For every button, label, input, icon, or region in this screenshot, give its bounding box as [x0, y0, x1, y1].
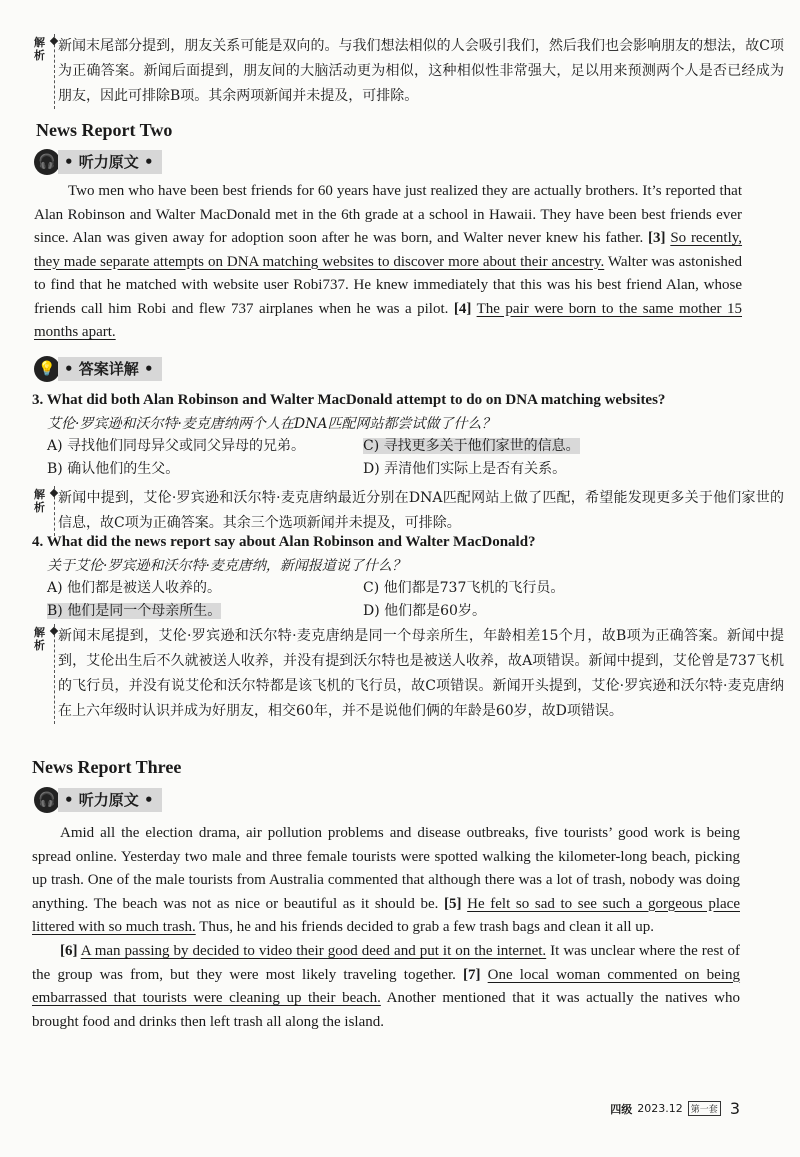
options — [32, 577, 762, 623]
option-a: A) 寻找他们同母异父或同父异母的兄弟。 — [47, 438, 306, 454]
exam-date: 2023.12 — [637, 1102, 683, 1115]
lightbulb-icon: 💡 — [34, 356, 60, 382]
headphones-icon: 🎧 — [34, 787, 60, 813]
answers-badge — [34, 356, 162, 382]
listening-badge — [34, 149, 162, 175]
question-4 — [32, 534, 762, 623]
explanation-bar-icon — [54, 34, 55, 109]
transcript-text: It was unclear where the rest of the group was from, but they were most likely traveling together. — [32, 943, 740, 983]
question-marker: [5] — [444, 895, 462, 912]
key-sentence: So recently, they made separate attempts on DNA matching websites to discover more about their ancestry. — [34, 230, 743, 270]
option-c — [363, 435, 743, 458]
option-b: B) 确认他们的生父。 — [47, 461, 180, 477]
key-sentence: One local woman commented on being embarrassed that tourists were cleaning up their beach. — [32, 966, 741, 1006]
question-marker: [7] — [463, 966, 481, 983]
listening-badge — [34, 787, 162, 813]
explanation-tag: 解析 — [34, 488, 45, 514]
explanation-tag: 解析 — [34, 36, 45, 62]
explanation-block — [34, 624, 784, 724]
question-translation: 关于艾伦·罗宾逊和沃尔特·麦克唐纳，新闻报道说了什么？ — [47, 558, 406, 574]
explanation-bar-icon — [54, 486, 55, 536]
question-translation: 艾伦·罗宾逊和沃尔特·麦克唐纳两个人在DNA匹配网站都尝试做了什么？ — [47, 416, 496, 432]
option-b — [47, 600, 363, 623]
transcript-text: Thus, he and his friends decided to grab a few trash bags and clean it all up. — [195, 919, 655, 935]
option-a: A) 他们都是被送人收养的。 — [47, 580, 222, 596]
key-sentence: A man passing by decided to video their good deed and put it on the internet. — [80, 943, 547, 959]
explanation-bar-icon — [54, 624, 55, 724]
page-number: 3 — [729, 1099, 740, 1118]
question-text: 3. What did both Alan Robinson and Walter MacDonald attempt to do on DNA matching websites? — [32, 392, 666, 408]
question-text: 4. What did the news report say about Alan Robinson and Walter MacDonald? — [32, 534, 536, 550]
explanation-text: 新闻末尾提到，艾伦·罗宾逊和沃尔特·麦克唐纳是同一个母亲所生，年龄相差15个月，故B项为正确答案。新闻中提到，艾伦出生后不久就被送人收养，并没有提到沃尔特也是被送人收养，故A项错误。新闻中提到，艾伦曾是737飞机的飞行员，并没有说艾伦和沃尔特都是该飞机的飞行员，故C项错误。新闻开头提到，艾伦·罗宾逊和沃尔特·麦克唐纳在上六年级时认识并成为好朋友，相交60年，并不是说他们俩的年龄是60岁，故D项错误。 — [58, 628, 784, 719]
transcript-paragraph — [34, 180, 742, 345]
transcript-text: Amid all the election drama, air pollution problems and disease outbreaks, five tourists’ good work is being spread online. Yesterday two male and three female tourists were spotted walking the kilometer-long beach, picking up trash. One of the male tourists from Australia commented that although there was a lot of trash, nobody was doing anything. The beach was not as nice or beautiful as it should be. — [32, 825, 740, 912]
explanation-text: 新闻中提到，艾伦·罗宾逊和沃尔特·麦克唐纳最近分别在DNA匹配网站上做了匹配，希望能发现更多关于他们家世的信息，故C项为正确答案。其余三个选项新闻并未提及，可排除。 — [58, 490, 784, 531]
question-marker: [4] — [453, 300, 472, 317]
key-sentence: He felt so sad to see such a gorgeous place littered with so much trash. — [32, 895, 740, 935]
explanation-block — [34, 486, 784, 536]
options — [32, 435, 762, 481]
explanation-text: 新闻末尾部分提到，朋友关系可能是双向的。与我们想法相似的人会吸引我们，然后我们也会影响朋友的想法，故C项为正确答案。新闻后面提到，朋友间的大脑活动更为相似，这种相似性非常强大，足以用来预测两个人是否已经成为朋友，因此可排除B项。其余两项新闻并未提及，可排除。 — [58, 38, 784, 104]
transcript-text: Two men who have been best friends for 60 years have just realized they are actually brothers. It’s reported that Alan Robinson and Walter MacDonald met in the 6th grade at a school in Hawaii. They have been best friends ever since. Alan was given away for adoption soon after he was born, and Walter never knew his father. — [34, 183, 742, 246]
option-c: C) 他们都是737飞机的飞行员。 — [363, 580, 565, 596]
explanation-tag: 解析 — [34, 626, 45, 652]
exam-level: 四级 — [610, 1102, 633, 1116]
option-d: D) 弄清他们实际上是否有关系。 — [363, 461, 567, 477]
transcript-text: Another mentioned that it was actually the natives who brought food and drinks then left trash all along the island. — [32, 990, 740, 1030]
question-marker: [3] — [648, 230, 666, 246]
transcript-text: Walter was astonished to find that he matched with website user Robi737. He knew immediately that this was his best friend Alan, whose friends call him Robi and flew 737 airplanes when he was a pilot. — [34, 253, 742, 317]
page-footer — [610, 1099, 740, 1118]
explanation-block — [34, 34, 784, 109]
badge-label: • 听力原文 • — [58, 150, 162, 174]
question-3 — [32, 392, 762, 481]
exam-set: 第一套 — [688, 1101, 721, 1116]
correct-option: B) 他们是同一个母亲所生。 — [47, 603, 222, 619]
transcript-paragraph — [32, 822, 740, 940]
badge-label: • 答案详解 • — [58, 357, 162, 381]
option-d: D) 他们都是60岁。 — [363, 603, 486, 619]
question-marker: [6] — [60, 943, 78, 959]
transcript-paragraph — [32, 940, 740, 1034]
badge-label: • 听力原文 • — [58, 788, 162, 812]
key-sentence: The pair were born to the same mother 15 months apart. — [34, 300, 742, 340]
headphones-icon: 🎧 — [34, 149, 60, 175]
correct-option: C) 寻找更多关于他们家世的信息。 — [363, 438, 580, 454]
section-title: News Report Two — [36, 120, 173, 140]
section-title: News Report Three — [32, 757, 182, 777]
